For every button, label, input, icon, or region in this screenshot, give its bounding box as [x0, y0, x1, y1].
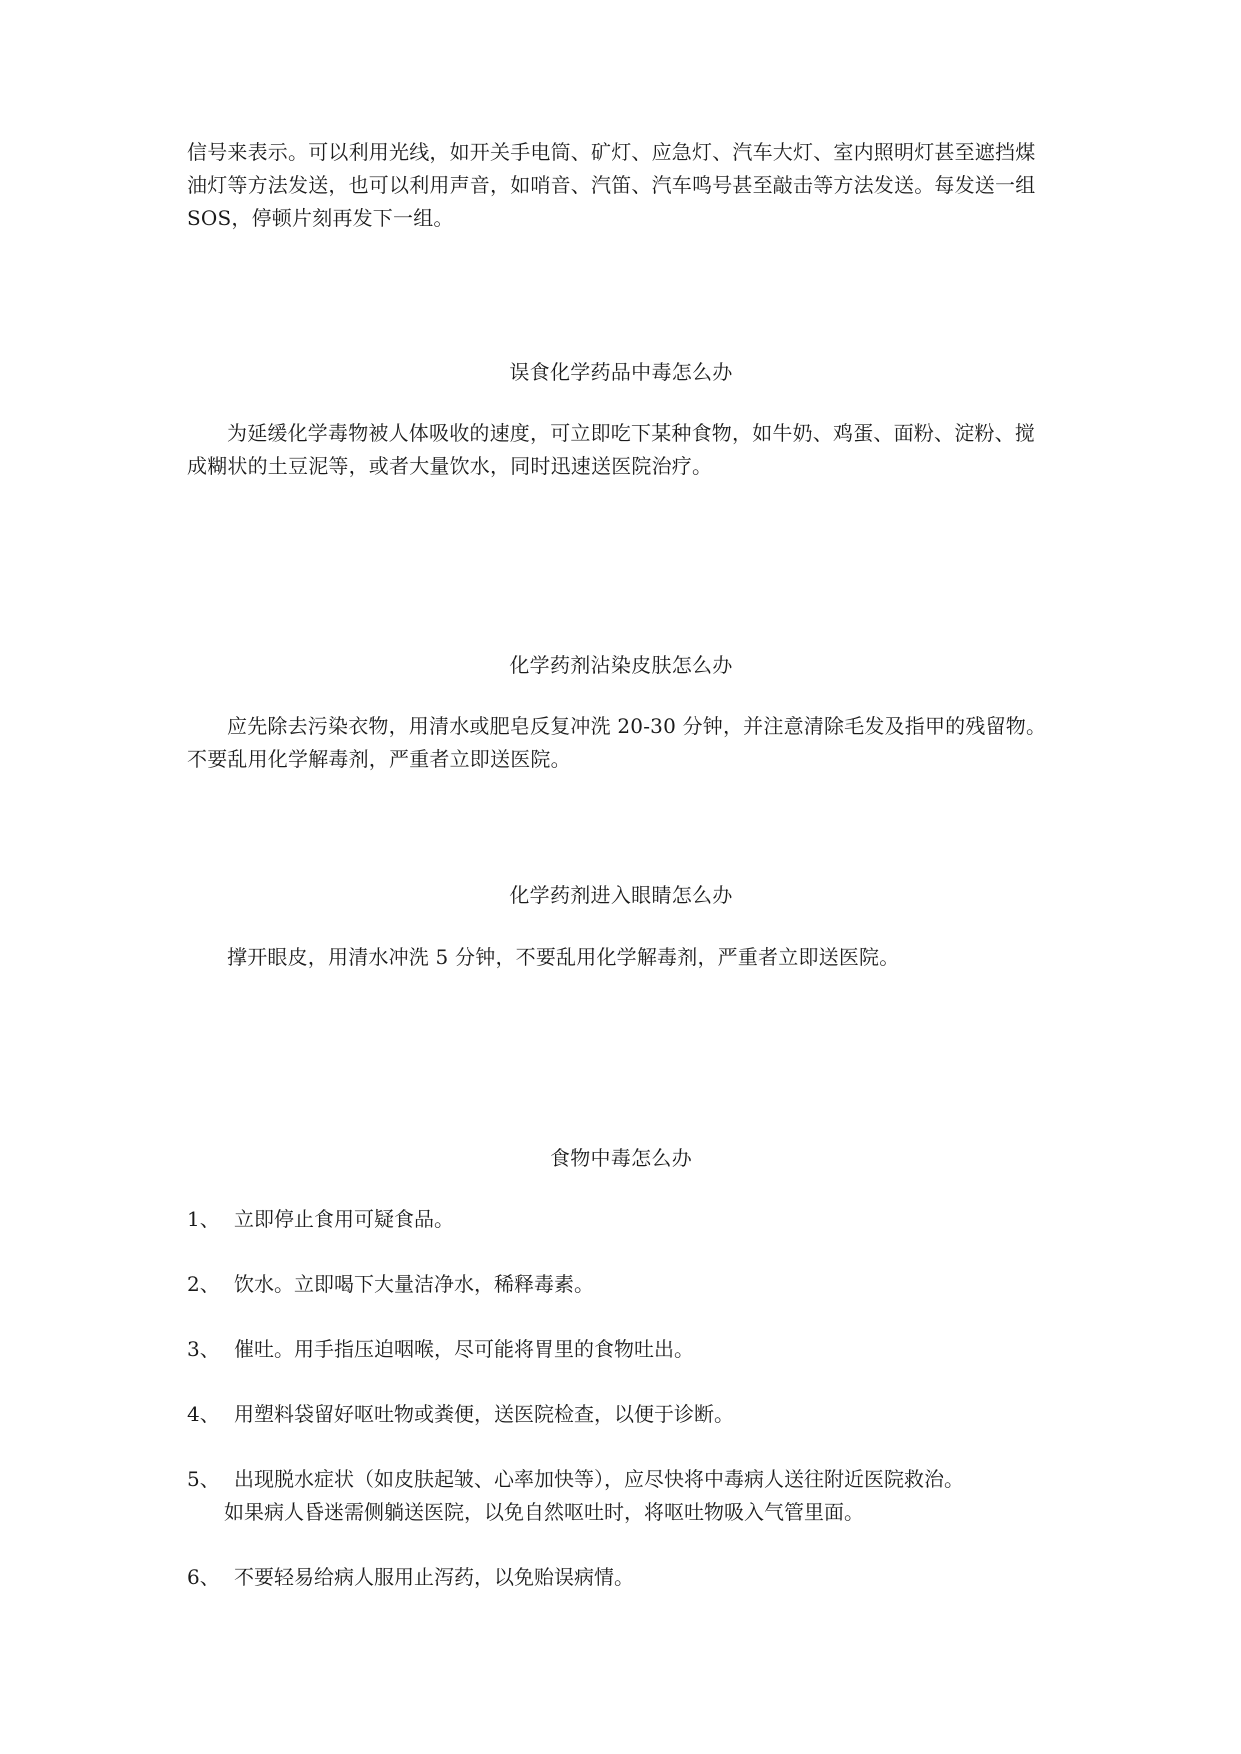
list-number: 5、: [187, 1467, 220, 1491]
list-text: 不要轻易给病人服用止泻药，以免贻误病情。: [234, 1565, 634, 1589]
list-text: 立即停止食用可疑食品。: [234, 1207, 454, 1231]
list-text: 用塑料袋留好呕吐物或粪便，送医院检查，以便于诊断。: [234, 1402, 734, 1426]
heading-eye-contamination: 化学药剂进入眼睛怎么办: [509, 883, 733, 907]
list-text: 催吐。用手指压迫咽喉，尽可能将胃里的食物吐出。: [234, 1337, 694, 1361]
paragraph-skin-contamination: 应先除去污染衣物，用清水或肥皂反复冲洗 20-30 分钟，并注意清除毛发及指甲的残留物。不要乱用化学解毒剂，严重者立即送医院。: [187, 714, 1047, 771]
list-number: 4、: [187, 1402, 220, 1426]
paragraph-eye-contamination: 撑开眼皮，用清水冲洗 5 分钟，不要乱用化学解毒剂，严重者立即送医院。: [227, 945, 900, 969]
list-item: [187, 1561, 1055, 1594]
list-item: [187, 1203, 1055, 1236]
heading-chemical-ingestion: 误食化学药品中毒怎么办: [509, 360, 733, 384]
list-number: 6、: [187, 1565, 220, 1589]
list-number: 3、: [187, 1337, 220, 1361]
list-item: [187, 1333, 1055, 1366]
heading-food-poisoning: 食物中毒怎么办: [549, 1146, 693, 1170]
list-item: [187, 1268, 1055, 1301]
list-text-continuation: 如果病人昏迷需侧躺送医院，以免自然呕吐时，将呕吐物吸入气管里面。: [224, 1500, 864, 1524]
list-text-line: 出现脱水症状（如皮肤起皱、心率加快等），应尽快将中毒病人送往附近医院救治。: [234, 1467, 964, 1491]
list-number: 2、: [187, 1272, 220, 1296]
list-text: [224, 1463, 1055, 1529]
list-text: 饮水。立即喝下大量洁净水，稀释毒素。: [234, 1272, 594, 1296]
intro-paragraph: 信号来表示。可以利用光线，如开关手电筒、矿灯、应急灯、汽车大灯、室内照明灯甚至遮挡煤油灯等方法发送，也可以利用声音，如哨音、汽笛、汽车鸣号甚至敲击等方法发送。每发送一组 SOS，停顿片刻再发下一组。: [187, 140, 1042, 230]
list-item: [187, 1463, 1055, 1529]
list-item: [187, 1398, 1055, 1431]
list-number: 1、: [187, 1207, 220, 1231]
heading-skin-contamination: 化学药剂沾染皮肤怎么办: [509, 653, 733, 677]
paragraph-chemical-ingestion: 为延缓化学毒物被人体吸收的速度，可立即吃下某种食物，如牛奶、鸡蛋、面粉、淀粉、搅成糊状的土豆泥等，或者大量饮水，同时迅速送医院治疗。: [187, 421, 1035, 478]
